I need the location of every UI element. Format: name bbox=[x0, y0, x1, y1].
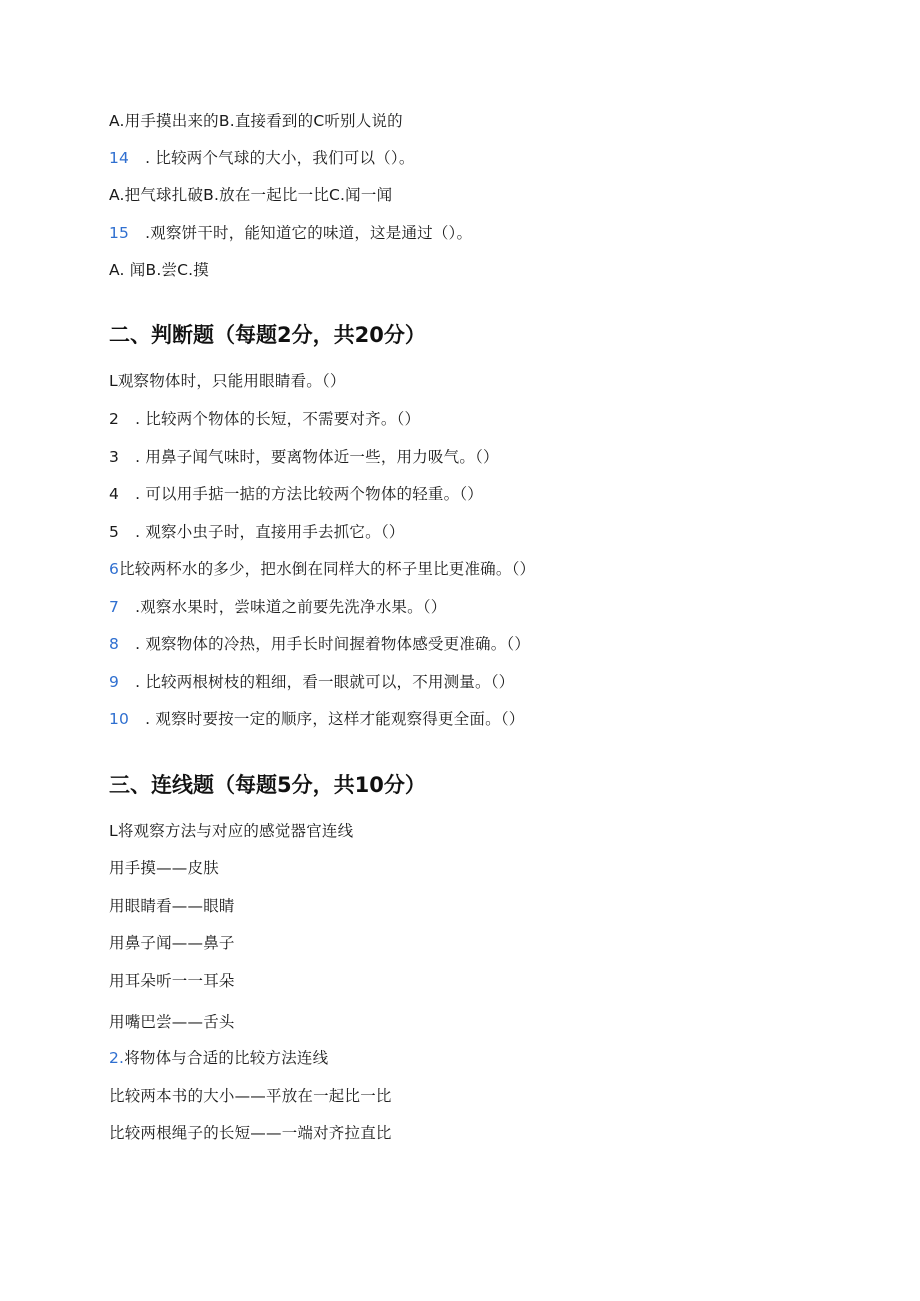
section-heading-matching: 三、连线题（每题5分，共10分） bbox=[109, 773, 426, 797]
item-text: . 观察小虫子时，直接用手去抓它。（） bbox=[135, 523, 405, 541]
section-heading-judgement: 二、判断题（每题2分，共20分） bbox=[109, 323, 426, 347]
item-text: .观察水果时，尝味道之前要先洗净水果。（） bbox=[135, 598, 447, 616]
question-14-options: A.把气球扎破B.放在一起比一比C.闻一闻 bbox=[109, 186, 393, 204]
question-text: .观察饼干时，能知道它的味道，这是通过（）。 bbox=[145, 224, 473, 242]
question-15-options: A. 闻B.尝C.摸 bbox=[109, 261, 209, 279]
question-14 bbox=[109, 147, 415, 169]
question-text: 将物体与合适的比较方法连线 bbox=[124, 1049, 329, 1067]
item-number: 4 bbox=[109, 485, 120, 503]
matching-line: 用手摸——皮肤 bbox=[109, 859, 219, 877]
judgement-item bbox=[109, 596, 446, 618]
judgement-item bbox=[109, 633, 530, 655]
judgement-item bbox=[109, 446, 499, 468]
judgement-item bbox=[109, 370, 346, 392]
question-number: 15 bbox=[109, 224, 130, 242]
item-number: 10 bbox=[109, 710, 130, 728]
item-number: 3 bbox=[109, 448, 120, 466]
matching-line: 用嘴巴尝——舌头 bbox=[109, 1013, 235, 1031]
question-text: . 比较两个气球的大小，我们可以（）。 bbox=[145, 149, 415, 167]
item-number: 8 bbox=[109, 635, 120, 653]
judgement-item bbox=[109, 521, 404, 543]
item-text: L观察物体时，只能用眼睛看。（） bbox=[109, 372, 346, 390]
item-number: 5 bbox=[109, 523, 120, 541]
matching-line: 用鼻子闻——鼻子 bbox=[109, 934, 235, 952]
matching-line: 用耳朵听一一耳朵 bbox=[109, 972, 235, 990]
item-number: 2 bbox=[109, 410, 120, 428]
item-text: . 比较两根树枝的粗细，看一眼就可以，不用测量。（） bbox=[135, 673, 515, 691]
matching-line: 用眼睛看——眼睛 bbox=[109, 897, 235, 915]
matching-line: 比较两本书的大小——平放在一起比一比 bbox=[109, 1087, 392, 1105]
item-text: 比较两杯水的多少，把水倒在同样大的杯子里比更准确。（） bbox=[119, 560, 536, 578]
question-13-options: A.用手摸出来的B.直接看到的C听别人说的 bbox=[109, 112, 403, 130]
item-text: . 观察时要按一定的顺序，这样才能观察得更全面。（） bbox=[145, 710, 525, 728]
judgement-item bbox=[109, 708, 524, 730]
judgement-item bbox=[109, 483, 483, 505]
item-number: 6 bbox=[109, 560, 120, 578]
matching-question-2-title bbox=[109, 1047, 328, 1069]
item-number: 9 bbox=[109, 673, 120, 691]
item-text: . 用鼻子闻气味时，要离物体近一些，用力吸气。（） bbox=[135, 448, 499, 466]
judgement-item bbox=[109, 558, 535, 580]
question-number: 14 bbox=[109, 149, 130, 167]
question-15 bbox=[109, 222, 472, 244]
item-text: . 观察物体的冷热，用手长时间握着物体感受更准确。（） bbox=[135, 635, 531, 653]
item-text: . 比较两个物体的长短，不需要对齐。（） bbox=[135, 410, 421, 428]
question-number: 2. bbox=[109, 1049, 125, 1067]
item-text: . 可以用手掂一掂的方法比较两个物体的轻重。（） bbox=[135, 485, 483, 503]
matching-question-1-title: L将观察方法与对应的感觉器官连线 bbox=[109, 822, 354, 840]
item-number: 7 bbox=[109, 598, 120, 616]
matching-line: 比较两根绳子的长短——一端对齐拉直比 bbox=[109, 1124, 392, 1142]
judgement-item bbox=[109, 671, 514, 693]
judgement-item bbox=[109, 408, 420, 430]
